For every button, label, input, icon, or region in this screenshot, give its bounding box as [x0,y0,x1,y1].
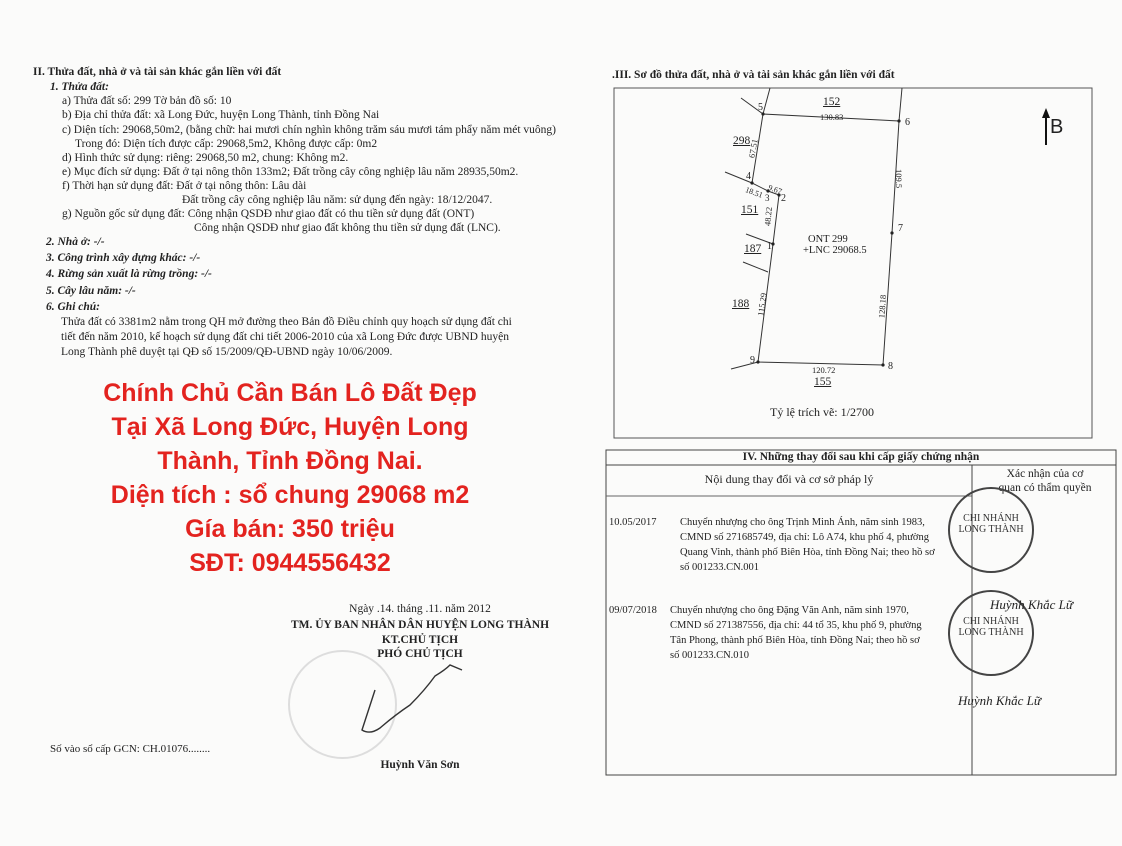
point-label: 7 [898,223,903,234]
neighbor-188: 188 [732,298,750,310]
edge-length: 9.67 [766,182,784,197]
section-ii-title: II. Thửa đất, nhà ở và tài sản khác gắn liền với đất [33,66,282,78]
parcel-line: e) Mục đích sử dụng: Đất ở tại nông thôn 133m2; Đất trồng cây công nghiệp lâu năm 28935,50m2. [62,166,519,178]
issue-date: Ngày .14. tháng .11. năm 2012 [349,603,491,615]
item-forest: 4. Rừng sản xuất là rừng trồng: -/- [46,268,212,280]
item-perennial: 5. Cây lâu năm: -/- [46,285,136,297]
entry-date: 10.05/2017 [609,517,657,528]
point-label: 4 [746,171,751,182]
ad-line: Thành, Tỉnh Đồng Nai. [157,447,423,475]
neighbor-151: 151 [741,204,759,216]
parcel-line: a) Thửa đất số: 299 Tờ bản đồ số: 10 [62,95,232,107]
entry-date: 09/07/2018 [609,605,657,616]
entry-line: Quang Vinh, thành phố Biên Hòa, tỉnh Đồng Nai; theo hồ sơ [680,547,935,558]
point-label: 8 [888,361,893,372]
parcel-area: +LNC 29068.5 [803,245,867,256]
item-construction: 3. Công trình xây dựng khác: -/- [46,252,201,264]
column-header-confirmation: Xác nhận của cơ [1006,468,1084,480]
parcel-line: f) Thời hạn sử dụng đất: Đất ở tại nông thôn: Lâu dài [62,180,307,192]
section-iii-title: .III. Sơ đồ thửa đất, nhà ở và tài sản khác gắn liền với đất [612,69,895,81]
column-header-content: Nội dung thay đổi và cơ sở pháp lý [704,472,874,486]
seal-text: CHI NHÁNH [963,616,1019,627]
signer-name: Huỳnh Văn Sơn [380,759,460,771]
official-signature: Huỳnh Khắc Lữ [958,693,1041,708]
issuing-org: TM. ỦY BAN NHÂN DÂN HUYỆN LONG THÀNH [290,619,550,631]
parcel-line: Đất trồng cây công nghiệp lâu năm: sử dụng đến ngày: 18/12/2047. [182,194,493,206]
item-house: 2. Nhà ở: -/- [46,236,105,248]
edge-length: 130.83 [820,112,844,122]
edge-length: 128.18 [876,294,888,319]
point-label: 2 [781,193,786,204]
signer-role: KT.CHỦ TỊCH [381,634,459,646]
parcel-line: Công nhận QSDĐ như giao đất không thu tiền sử dụng đất (LNC). [194,222,501,234]
ad-line: Gía bán: 350 triệu [185,515,395,543]
north-label: B [1050,116,1064,138]
seal-text: CHI NHÁNH [963,513,1019,524]
point-label: 5 [758,102,763,113]
item1-title: 1. Thửa đất: [50,81,109,93]
official-signature: Huỳnh Khắc Lữ [990,597,1073,612]
entry-line: Chuyển nhượng cho ông Trịnh Minh Ánh, năm sinh 1983, [680,517,925,528]
signer-role: PHÓ CHỦ TỊCH [377,648,463,660]
parcel-line: d) Hình thức sử dụng: riêng: 29068,50 m2, chung: Không m2. [62,152,349,164]
entry-line: Chuyển nhượng cho ông Đặng Văn Anh, năm sinh 1970, [670,605,909,616]
plan-scale: Tỷ lệ trích vẽ: 1/2700 [770,405,874,419]
note-line: Long Thành phê duyệt tại QĐ số 15/2009/QĐ-UBND ngày 10/06/2009. [61,346,393,358]
parcel-line: b) Địa chỉ thửa đất: xã Long Đức, huyện Long Thành, tỉnh Đồng Nai [62,109,380,121]
entry-line: số 001233.CN.001 [680,562,760,573]
note-line: Thửa đất có 3381m2 nằm trong QH mở đường theo Bản đồ Điều chỉnh quy hoạch sử dụng đất chi [61,316,512,328]
entry-line: Tân Phong, thành phố Biên Hòa, tỉnh Đồng Nai; theo hồ sơ [670,635,920,646]
ad-line: Tại Xã Long Đức, Huyện Long [111,413,469,441]
parcel-line: c) Diện tích: 29068,50m2, (bằng chữ: hai mươi chín nghìn không trăm sáu mươi tám phẩy năm mét vuông) [62,124,556,136]
neighbor-152: 152 [823,96,841,108]
column-header-confirmation: quan có thẩm quyền [998,482,1092,494]
parcel-line: Trong đó: Diện tích được cấp: 29068,5m2, Không được cấp: 0m2 [75,138,378,150]
point-label: 1 [767,241,772,252]
edge-length: 109.5 [894,168,905,189]
entry-line: số 001233.CN.010 [670,650,750,661]
item-notes: 6. Ghi chú: [46,301,100,313]
office-seal [948,487,1034,573]
note-line: tiết đến năm 2010, kế hoạch sử dụng đất chi tiết 2006-2010 của xã Long Đức được UBND huyện [61,331,509,343]
edge-length: 48.22 [762,206,774,227]
point-label: 9 [750,355,755,366]
parcel-line: g) Nguồn gốc sử dụng đất: Công nhận QSDĐ như giao đất có thu tiền sử dụng đất (ONT) [62,208,475,220]
edge-length: 67.51 [746,138,760,159]
point-label: 3 [765,193,770,203]
point-label: 6 [905,117,910,128]
section-iv-title: IV. Những thay đổi sau khi cấp giấy chứng nhận [742,451,980,463]
parcel-label: ONT 299 [808,234,848,245]
neighbor-298: 298 [733,135,751,147]
ad-line: Chính Chủ Cần Bán Lô Đất Đẹp [103,379,477,407]
edge-length: 18.51 [744,185,764,200]
seal-text: LONG THÀNH [958,524,1024,535]
ad-line: Diện tích : sổ chung 29068 m2 [110,481,470,509]
entry-line: CMND số 271387556, địa chỉ: 44 tổ 35, khu phố 9, phường [670,620,922,631]
gcn-number: Số vào sổ cấp GCN: CH.01076........ [50,743,211,755]
ad-phone: SĐT: 0944556432 [189,549,391,577]
neighbor-187: 187 [744,243,762,255]
neighbor-155: 155 [814,376,832,388]
seal-text: LONG THÀNH [958,627,1024,638]
edge-length: 120.72 [812,365,836,375]
entry-line: CMND số 271685749, địa chỉ: Lô A74, khu phố 4, phường [680,532,929,543]
edge-length: 115.29 [755,292,769,317]
